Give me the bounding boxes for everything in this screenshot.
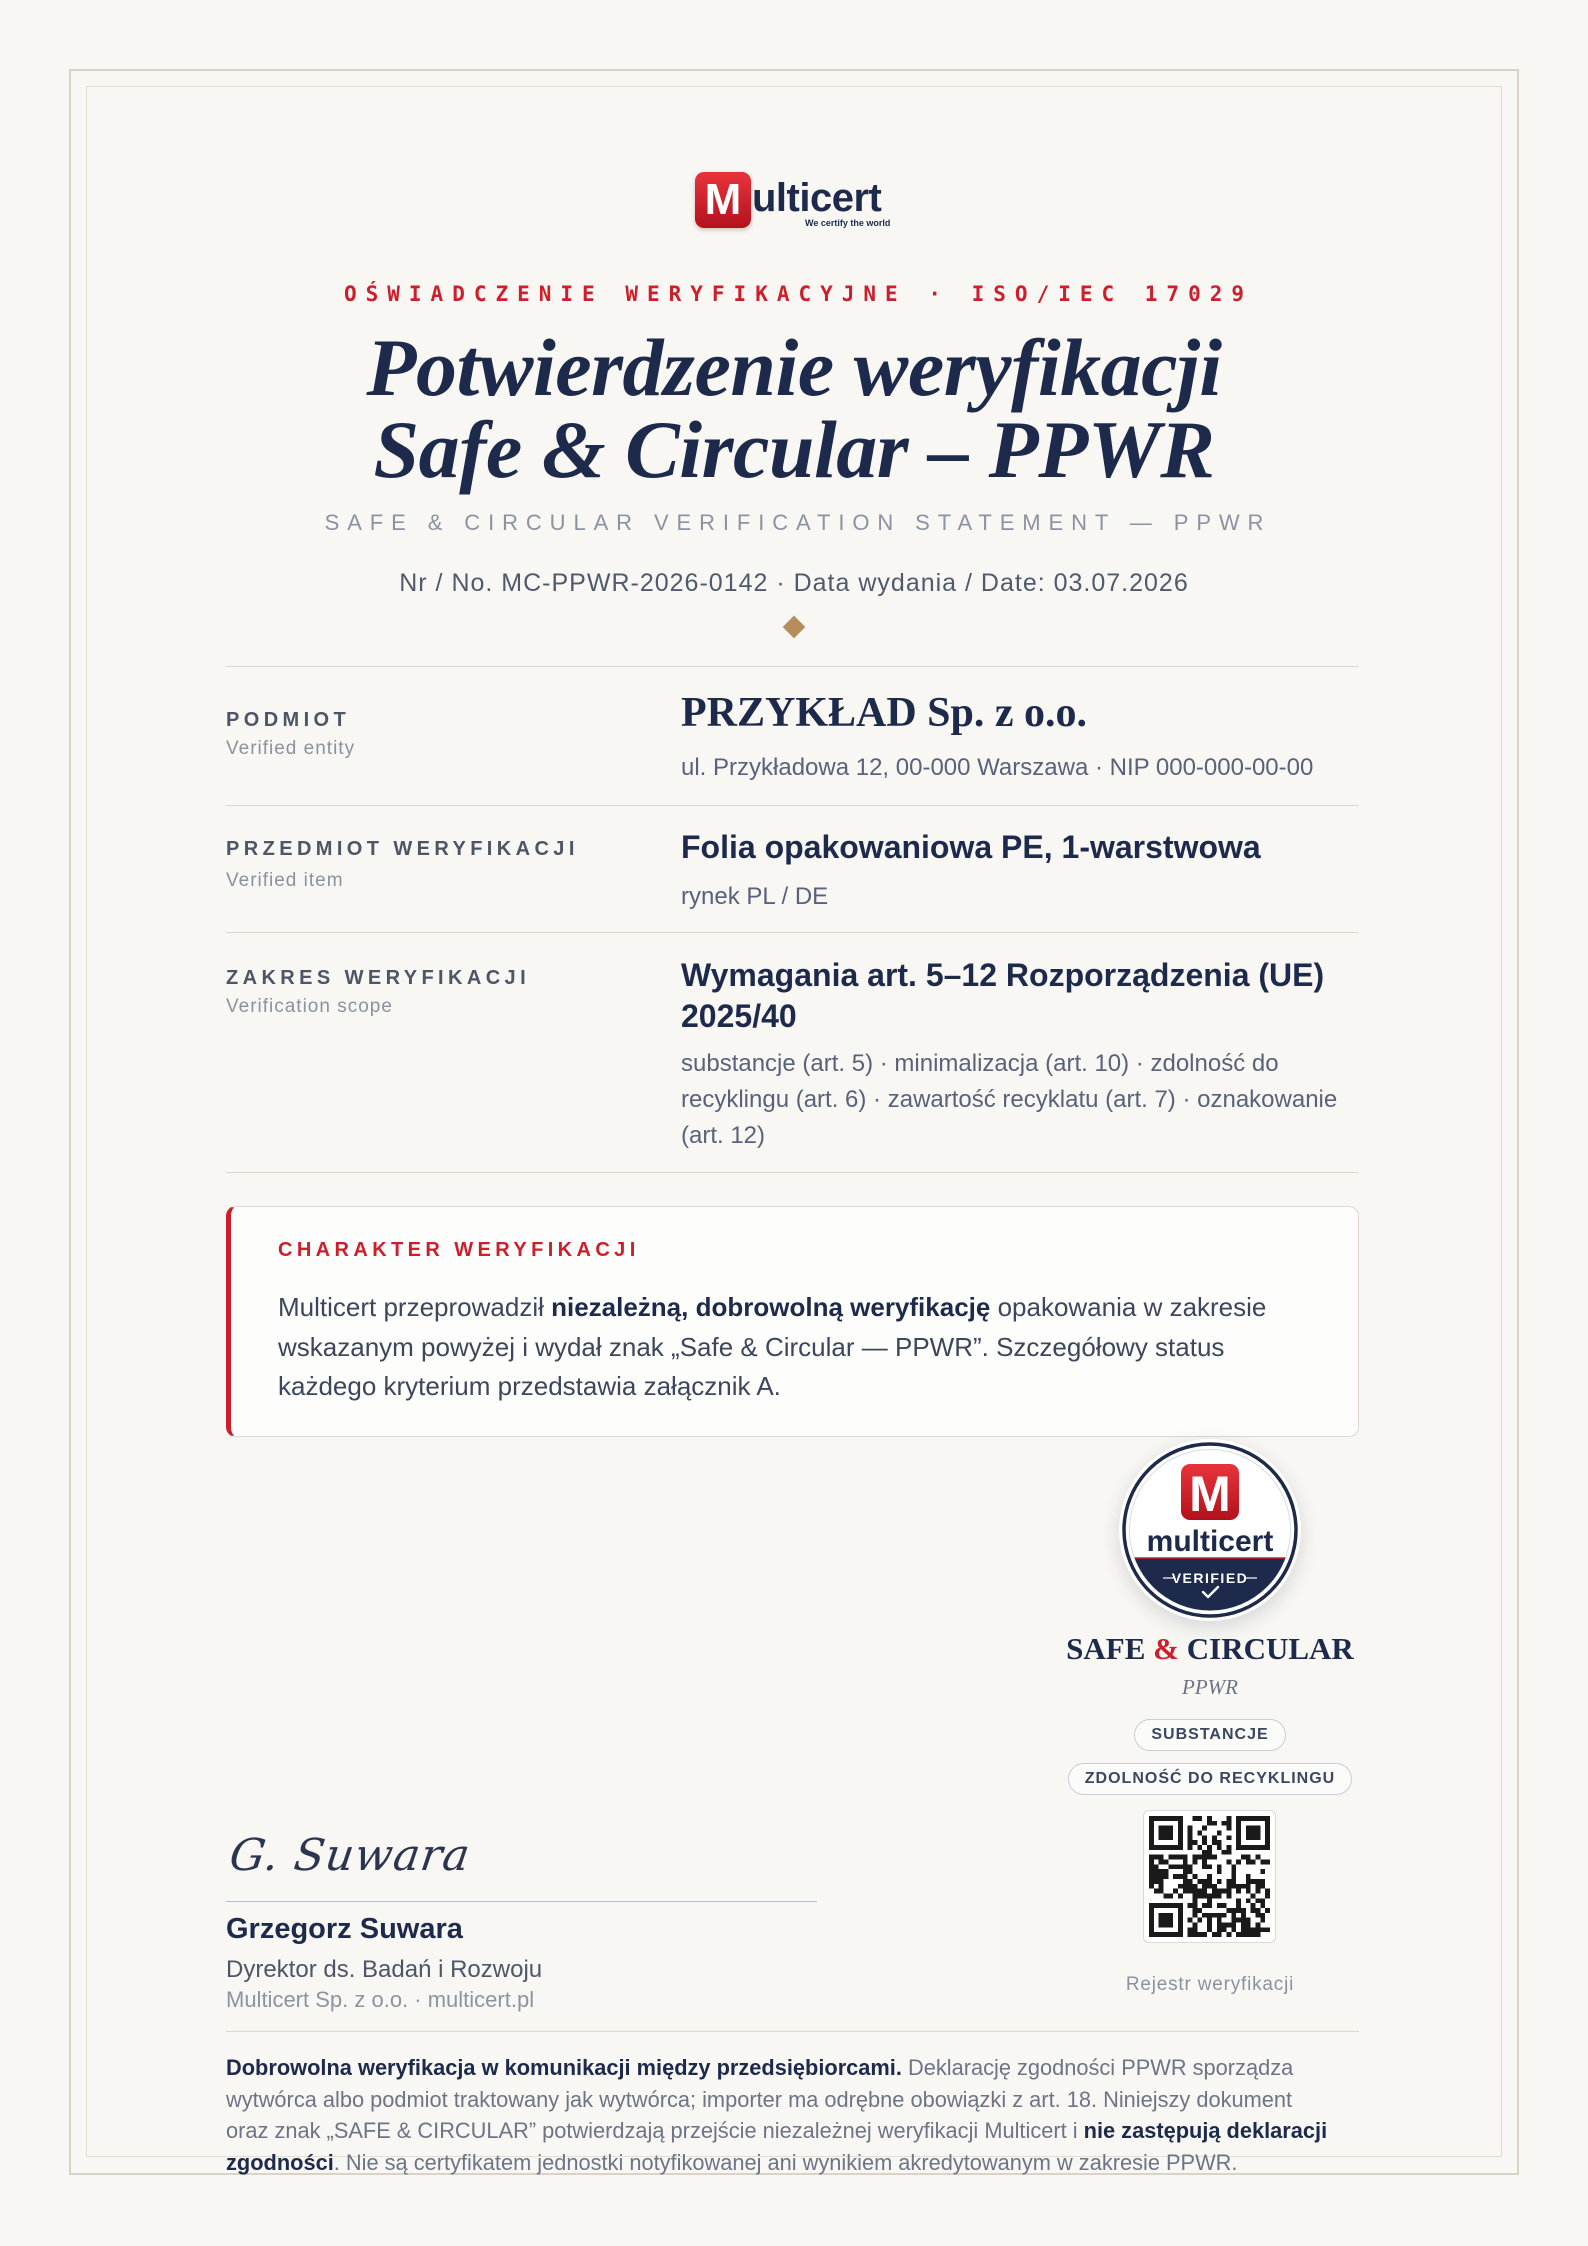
item-label: PRZEDMIOT WERYFIKACJI — [226, 838, 579, 860]
disclaimer — [226, 2052, 1338, 2178]
disclaimer-lead: Dobrowolna weryfikacja w komunikacji między przedsiębiorcami. — [226, 2055, 902, 2080]
item-sublabel: Verified item — [226, 870, 344, 891]
seal-mark-letter: M — [1189, 1466, 1231, 1522]
qr-code — [1149, 1816, 1270, 1937]
document-kicker: OŚWIADCZENIE WERYFIKACYJNE · ISO/IEC 17029 — [343, 282, 1253, 306]
divider — [226, 932, 1359, 933]
logo-wordmark: ulticert — [752, 176, 882, 220]
divider — [226, 805, 1359, 806]
signature-line — [226, 1901, 817, 1902]
verification-nature-box — [226, 1206, 1359, 1437]
registry-label: Rejestr weryfikacji — [1125, 1974, 1295, 1995]
signatory-name: Grzegorz Suwara — [226, 1913, 463, 1945]
entity-address: ul. Przykładowa 12, 00-000 Warszawa · NIP 000-000-00-00 — [681, 754, 1314, 781]
mark-subtitle: PPWR — [1182, 1675, 1238, 1699]
logo-tagline: We certify the world — [805, 218, 891, 228]
disclaimer-text: Deklarację zgodności PPWR sporządza wytwórca albo podmiot traktowany jak wytwórca; importer ma odrębne obowiązki z art. 18. Niniejszy dokument oraz znak „SAFE & CIRCULAR” potwierdzają przejście niezależnej weryfikacji Multicert i — [226, 2055, 1294, 2143]
scope-sublabel: Verification scope — [226, 996, 393, 1017]
nature-text-start: Multicert przeprowadził — [278, 1292, 552, 1322]
entity-sublabel: Verified entity — [226, 738, 356, 759]
criteria-badges — [1010, 1719, 1410, 1795]
divider — [226, 666, 1359, 667]
handwritten-signature: G. Suwara — [226, 1830, 474, 1881]
title-line-2: Safe & Circular – PPWR — [373, 404, 1215, 495]
document-subtitle: SAFE & CIRCULAR VERIFICATION STATEMENT — PPWR — [324, 510, 1272, 535]
disclaimer-emphasis: nie zastępują deklaracji zgodności — [226, 2118, 1328, 2175]
verified-seal — [1119, 1439, 1301, 1621]
document-number-date: Nr / No. MC-PPWR-2026-0142 · Data wydania / Date: 03.07.2026 — [399, 569, 1189, 597]
seal-graphic — [1119, 1439, 1301, 1621]
multicert-logo — [695, 172, 905, 232]
mark-title — [1010, 1629, 1410, 1669]
nature-text-end: opakowania w zakresie wskazanym powyżej i wydał znak „Safe & Circular — PPWR”. Szczegółowy status każdego kryterium przedstawia załącznik A. — [278, 1292, 1267, 1401]
seal-brand: multicert — [1146, 1525, 1274, 1558]
divider — [226, 2031, 1359, 2032]
logo-mark-icon: M — [695, 172, 751, 228]
scope-value: Wymagania art. 5–12 Rozporządzenia (UE) 2025/40 — [681, 957, 1325, 1034]
document-title — [0, 322, 1588, 495]
scope-criteria: substancje (art. 5) · minimalizacja (art. 10) · zdolność do recyklingu (art. 6) · zawartość recyklatu (art. 7) · oznakowanie (art. 12) — [681, 1050, 1338, 1149]
nature-heading: CHARAKTER WERYFIKACJI — [278, 1239, 640, 1261]
seal-status: VERIFIED — [1171, 1570, 1249, 1586]
criteria-badge: SUBSTANCJE — [1134, 1719, 1285, 1751]
item-market: rynek PL / DE — [681, 883, 829, 910]
mark-title-ampersand: & — [1153, 1631, 1179, 1666]
nature-text — [278, 1288, 1313, 1407]
entity-name: PRZYKŁAD Sp. z o.o. — [681, 690, 1088, 736]
criteria-badge: ZDOLNOŚĆ DO RECYKLINGU — [1068, 1763, 1352, 1795]
mark-title-circular: CIRCULAR — [1186, 1631, 1354, 1666]
entity-label: PODMIOT — [226, 709, 351, 731]
qr-code-frame — [1143, 1810, 1276, 1943]
divider — [226, 1172, 1359, 1173]
title-line-1: Potwierdzenie weryfikacji — [366, 322, 1222, 413]
disclaimer-text-end: . Nie są certyfikatem jednostki notyfikowanej ani wynikiem akredytowanym w zakresie PPWR. — [333, 2149, 1238, 2175]
mark-title-safe: SAFE — [1066, 1631, 1146, 1666]
signatory-role: Dyrektor ds. Badań i Rozwoju — [226, 1956, 543, 1983]
scope-label: ZAKRES WERYFIKACJI — [226, 967, 531, 989]
item-name: Folia opakowaniowa PE, 1-warstwowa — [681, 829, 1261, 865]
signatory-organization: Multicert Sp. z o.o. · multicert.pl — [226, 1987, 535, 2012]
nature-text-emphasis: niezależną, dobrowolną weryfikację — [551, 1292, 991, 1322]
